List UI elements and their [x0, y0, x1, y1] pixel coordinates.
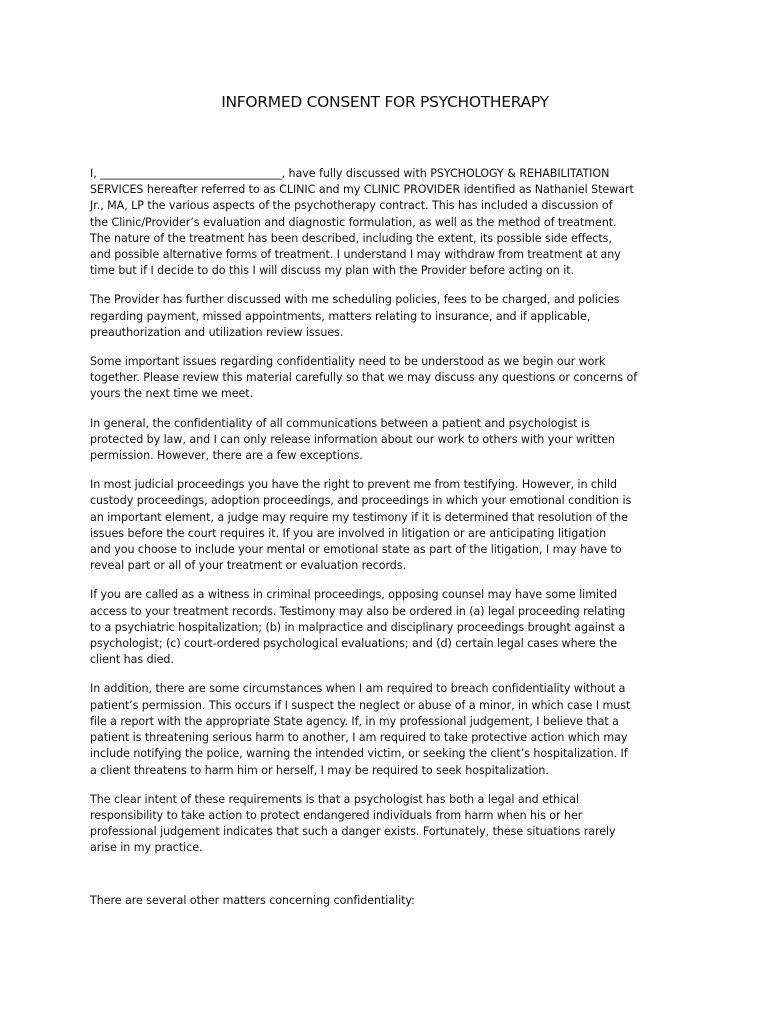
text-line: protected by law, and I can only release information about our work to others with your written: [90, 432, 615, 446]
text-line: patient is threatening serious harm to another, I am required to take protective action which may: [90, 731, 628, 745]
text-line: The Provider has further discussed with me scheduling policies, fees to be charged, and policies: [90, 293, 620, 307]
text-line: If you are called as a witness in criminal proceedings, opposing counsel may have some limited: [90, 588, 618, 602]
paragraph-5: [90, 477, 690, 574]
text-line: Some important issues regarding confidentiality need to be understood as we begin our work: [90, 355, 606, 369]
paragraph-4: [90, 416, 690, 465]
text-line: preauthorization and utilization review issues.: [90, 325, 344, 339]
text-line: SERVICES hereafter referred to as CLINIC and my CLINIC PROVIDER identified as Nathaniel Stewart: [90, 183, 634, 197]
text-line: and possible alternative forms of treatment. I understand I may withdraw from treatment at any: [90, 248, 621, 262]
text-line: The clear intent of these requirements is that a psychologist has both a legal and ethical: [90, 792, 580, 806]
text-line: include notifying the police, warning the intended victim, or seeking the client’s hospitalization. If: [90, 747, 628, 761]
text-line: patient’s permission. This occurs if I suspect the neglect or abuse of a minor, in which case I must: [90, 698, 631, 712]
paragraph-8: [90, 792, 690, 857]
paragraph-6: [90, 587, 690, 668]
text-line: time but if I decide to do this I will discuss my plan with the Provider before acting on it.: [90, 264, 575, 278]
paragraph-7: [90, 681, 690, 778]
text-line: client has died.: [90, 653, 174, 667]
text-line: an important element, a judge may require my testimony if it is determined that resolution of the: [90, 510, 628, 524]
paragraph-1: [90, 166, 690, 279]
text-line: custody proceedings, adoption proceedings, and proceedings in which your emotional condition is: [90, 494, 632, 508]
text-line: In addition, there are some circumstances when I am required to breach confidentiality without a: [90, 682, 626, 696]
text-line: psychologist; (c) court-ordered psychological evaluations; and (d) certain legal cases where the: [90, 637, 618, 651]
text-line: together. Please review this material carefully so that we may discuss any questions or concerns of: [90, 371, 638, 385]
document-body: [90, 166, 690, 922]
text-line: There are several other matters concerning confidentiality:: [90, 893, 415, 907]
text-line: reveal part or all of your treatment or evaluation records.: [90, 559, 406, 573]
text-line: I, _________________________________, have fully discussed with PSYCHOLOGY & REHABILITATION: [90, 167, 610, 180]
text-line: regarding payment, missed appointments, matters relating to insurance, and if applicable,: [90, 309, 591, 323]
text-line: In most judicial proceedings you have the right to prevent me from testifying. However, in child: [90, 478, 618, 492]
text-line: to a psychiatric hospitalization; (b) in malpractice and disciplinary proceedings brought against a: [90, 620, 626, 634]
text-line: arise in my practice.: [90, 841, 203, 855]
paragraph-2: [90, 292, 690, 341]
text-line: professional judgement indicates that such a danger exists. Fortunately, these situations rarely: [90, 825, 616, 839]
text-line: access to your treatment records. Testimony may also be ordered in (a) legal proceeding relating: [90, 604, 626, 618]
text-line: the Clinic/Provider’s evaluation and diagnostic formulation, as well as the method of treatment.: [90, 215, 617, 229]
text-line: file a report with the appropriate State agency. If, in my professional judgement, I believe that a: [90, 714, 619, 728]
text-line: a client threatens to harm him or herself, I may be required to seek hospitalization.: [90, 763, 549, 777]
text-line: permission. However, there are a few exceptions.: [90, 449, 363, 463]
text-line: The nature of the treatment has been described, including the extent, its possible side effects,: [90, 231, 612, 245]
document-title: INFORMED CONSENT FOR PSYCHOTHERAPY: [221, 93, 549, 111]
text-line: yours the next time we meet.: [90, 387, 254, 401]
paragraph-9: [90, 893, 690, 909]
text-line: issues before the court requires it. If you are involved in litigation or are anticipating litigation: [90, 526, 607, 540]
text-line: responsibility to take action to protect endangered individuals from harm when his or her: [90, 808, 583, 822]
text-line: In general, the confidentiality of all communications between a patient and psychologist is: [90, 416, 590, 430]
paragraph-3: [90, 354, 690, 403]
text-line: and you choose to include your mental or emotional state as part of the litigation, I may have to: [90, 543, 622, 557]
text-line: Jr., MA, LP the various aspects of the psychotherapy contract. This has included a discussion of: [90, 199, 613, 213]
